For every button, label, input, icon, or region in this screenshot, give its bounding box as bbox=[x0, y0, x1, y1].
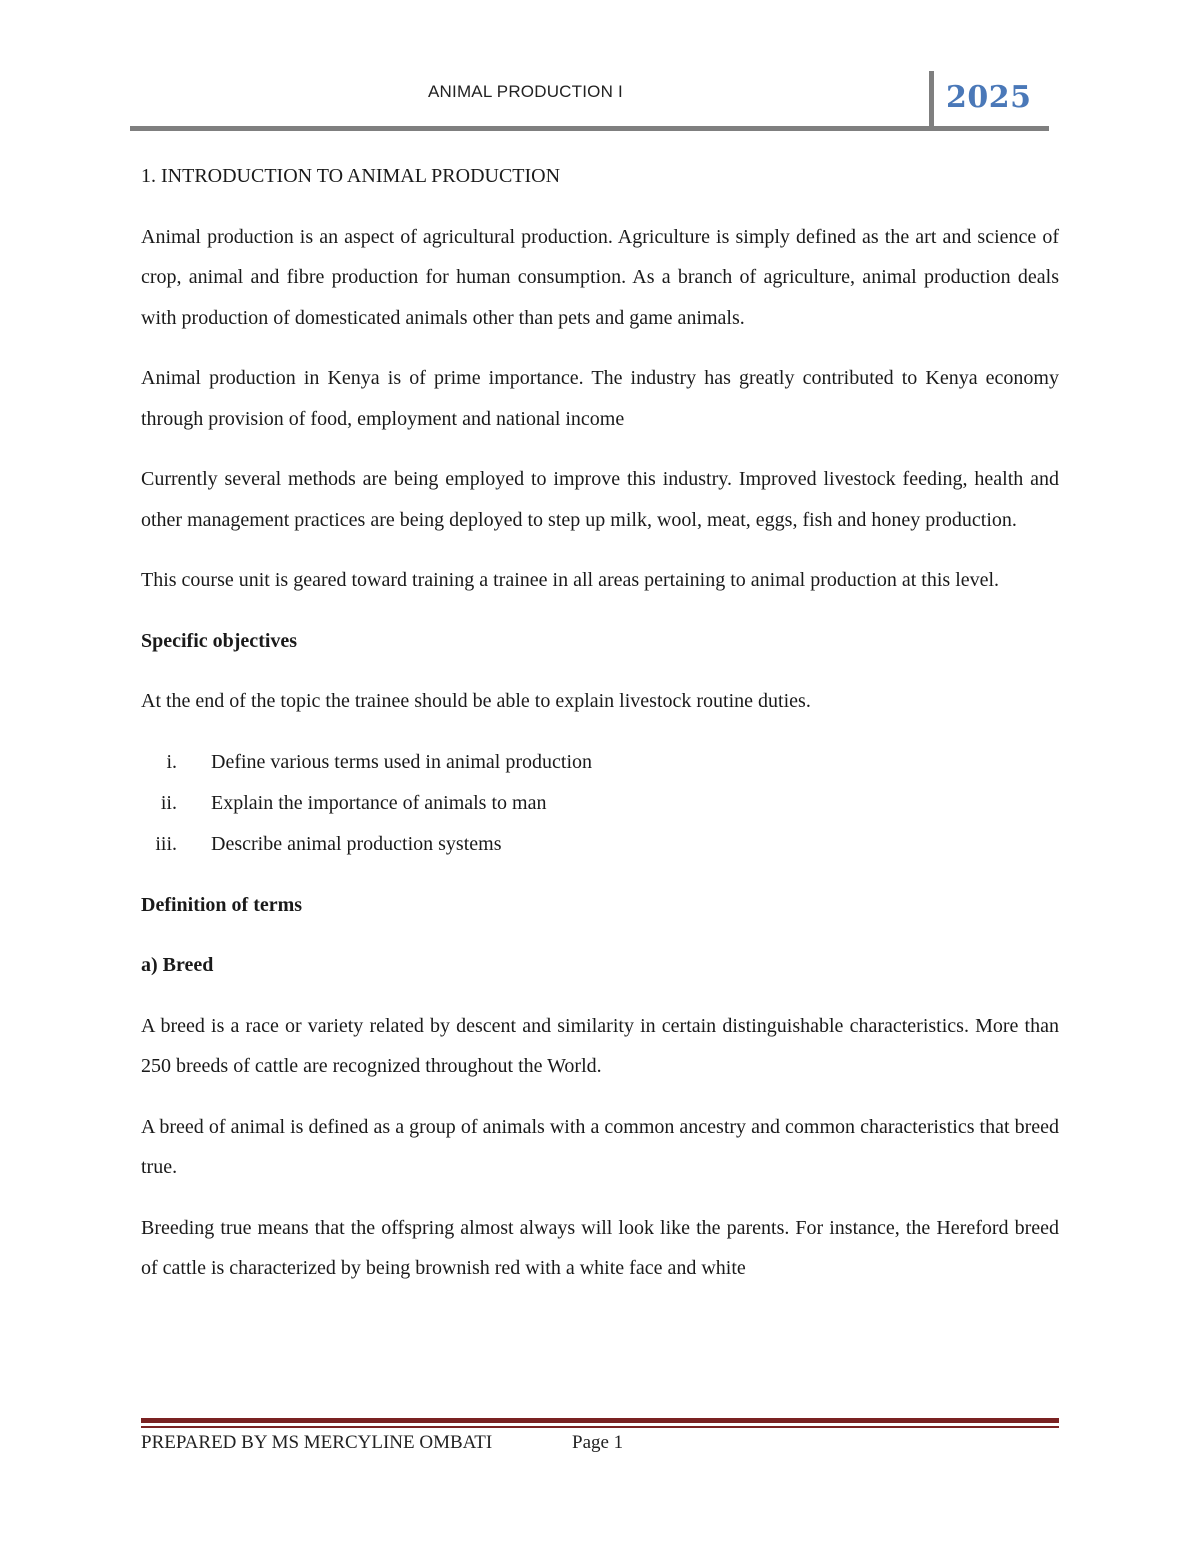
paragraph: A breed of animal is defined as a group of animals with a common ancestry and common characteristics that breed true. bbox=[141, 1115, 1059, 1178]
list-item bbox=[141, 824, 1059, 865]
definitions-heading: Definition of terms bbox=[141, 893, 303, 916]
paragraph: Animal production in Kenya is of prime importance. The industry has greatly contributed to Kenya economy through provision of food, employment and national income bbox=[141, 367, 1059, 430]
section-heading: 1. INTRODUCTION TO ANIMAL PRODUCTION bbox=[141, 165, 561, 187]
objectives-list bbox=[141, 742, 1059, 865]
paragraph: Currently several methods are being employed to improve this industry. Improved livestock feeding, health and other management practices are being deployed to step up milk, wool, meat, eggs, fish and honey production. bbox=[141, 468, 1059, 531]
breed-heading: a) Breed bbox=[141, 954, 214, 976]
list-item-number: i. bbox=[166, 750, 177, 773]
list-item bbox=[141, 742, 1059, 783]
paragraph: This course unit is geared toward training a trainee in all areas pertaining to animal production at this level. bbox=[141, 569, 1000, 591]
footer-author: PREPARED BY MS MERCYLINE OMBATI bbox=[141, 1432, 493, 1453]
list-item-text: Explain the importance of animals to man bbox=[211, 791, 547, 814]
header-rule bbox=[130, 126, 1049, 131]
objectives-intro: At the end of the topic the trainee should be able to explain livestock routine duties. bbox=[141, 690, 811, 712]
list-item bbox=[141, 783, 1059, 824]
header-year: 2025 bbox=[946, 80, 1032, 115]
list-item-text: Describe animal production systems bbox=[211, 832, 502, 855]
document-body bbox=[141, 156, 1059, 1309]
list-item-number: ii. bbox=[160, 791, 177, 814]
paragraph: Animal production is an aspect of agricultural production. Agriculture is simply defined as the art and science of crop, animal and fibre production for human consumption. As a branch of agriculture, animal production deals with production of domesticated animals other than pets and game animals. bbox=[141, 225, 1059, 329]
header-title: ANIMAL PRODUCTION I bbox=[428, 82, 623, 101]
footer-rule-thin bbox=[141, 1426, 1059, 1428]
footer-page-number: Page 1 bbox=[572, 1432, 624, 1453]
paragraph: A breed is a race or variety related by descent and similarity in certain distinguishable characteristics. More than 250 breeds of cattle are recognized throughout the World. bbox=[141, 1014, 1059, 1077]
footer-rule bbox=[141, 1418, 1059, 1423]
list-item-number: iii. bbox=[155, 832, 177, 855]
header-divider bbox=[929, 71, 934, 129]
list-item-text: Define various terms used in animal production bbox=[211, 750, 593, 773]
objectives-heading: Specific objectives bbox=[141, 629, 298, 652]
paragraph: Breeding true means that the offspring almost always will look like the parents. For instance, the Hereford breed of cattle is characterized by being brownish red with a white face and white bbox=[141, 1216, 1059, 1279]
